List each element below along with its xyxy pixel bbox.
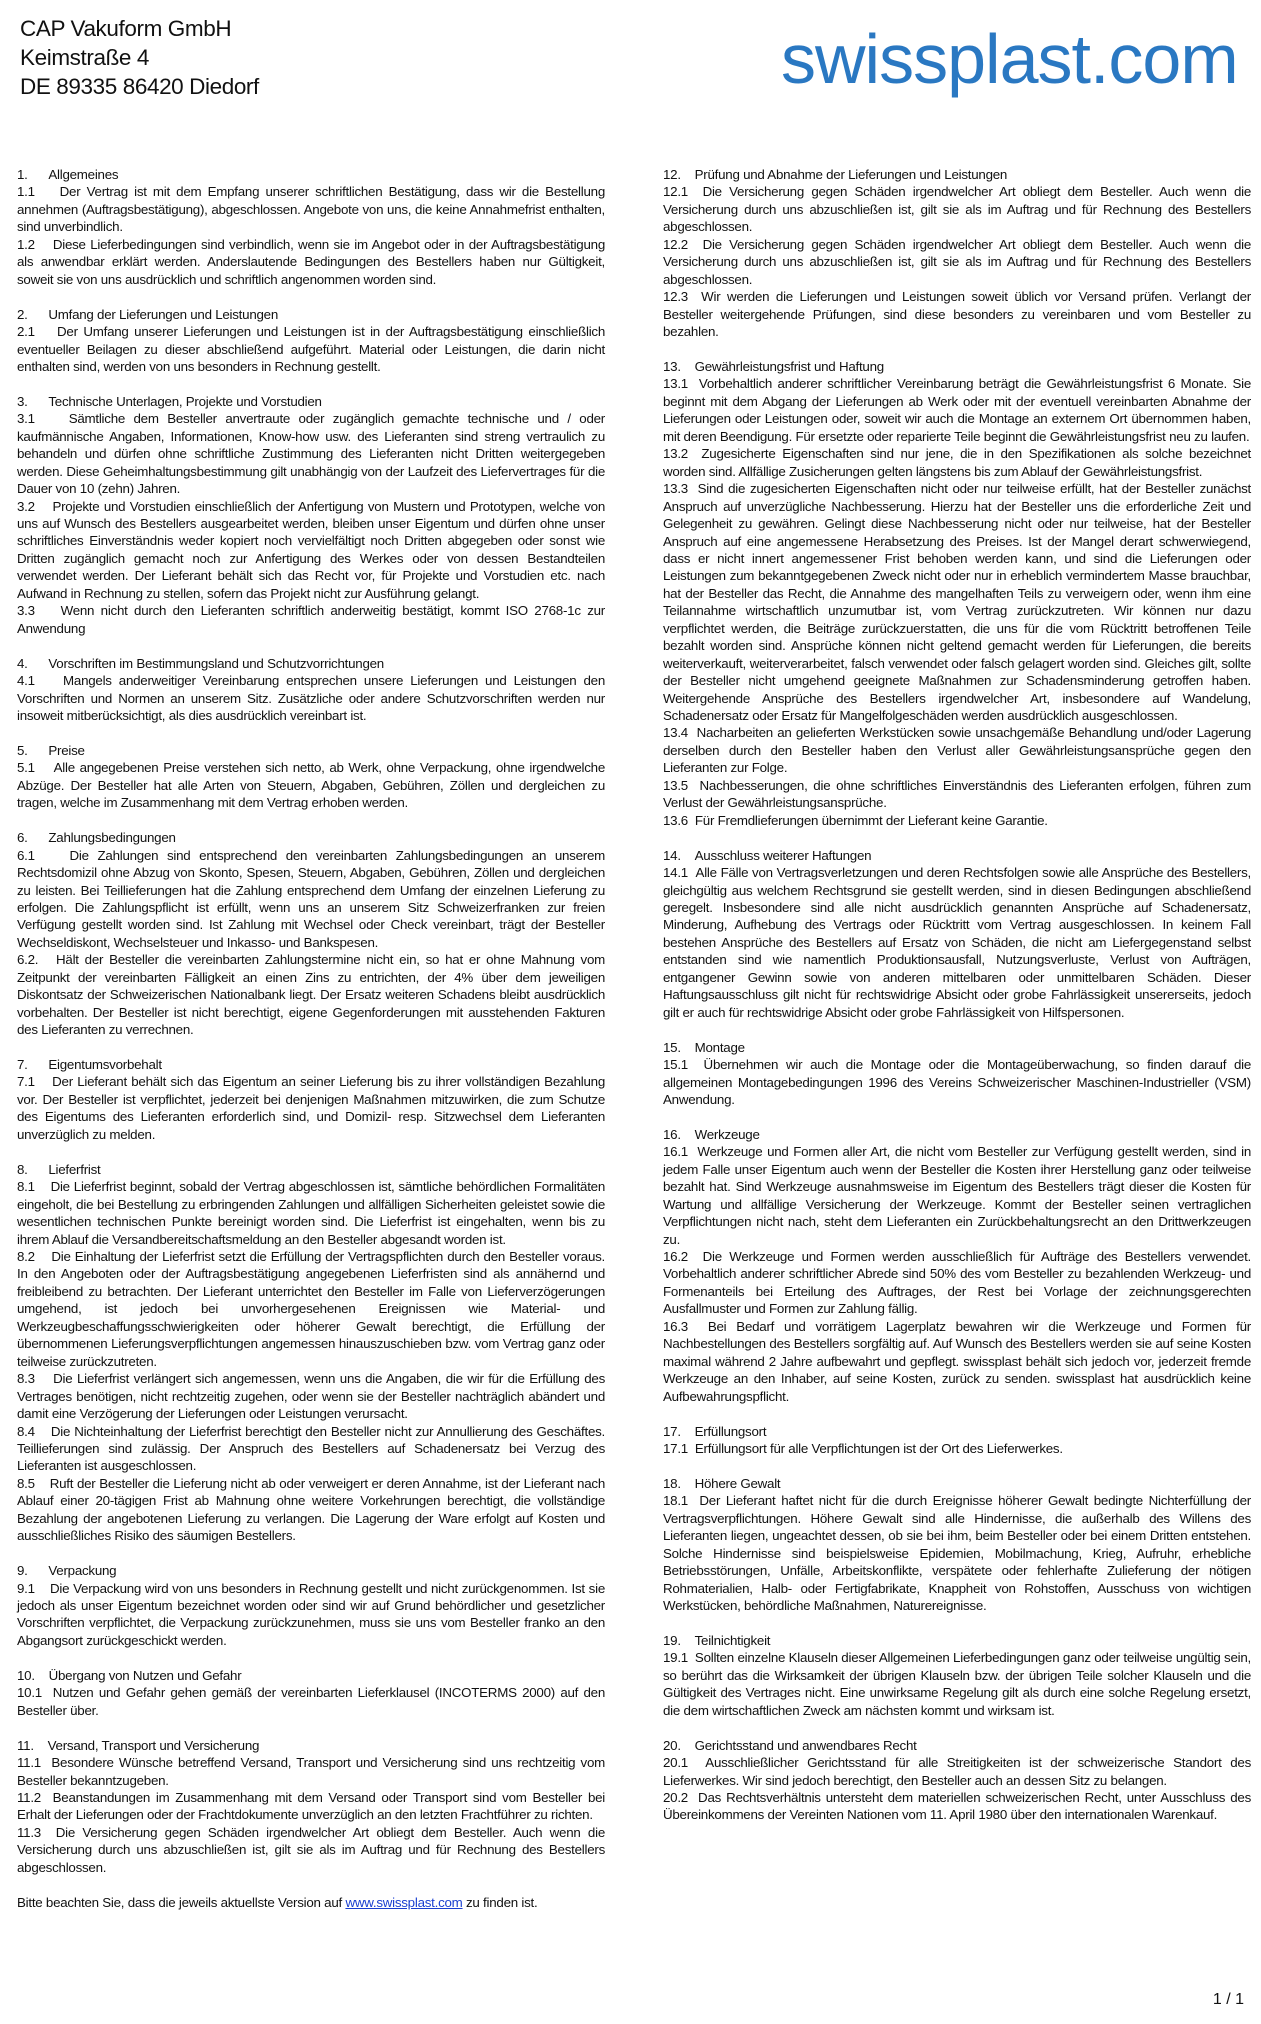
terms-section bbox=[663, 1737, 1251, 1824]
terms-section bbox=[17, 1161, 605, 1545]
clause-text: 12.1 Die Versicherung gegen Schäden irgendwelcher Art obliegt dem Besteller. Auch wenn die Versicherung durch uns abzuschließen ist, gilt sie als im Auftrag und für Rechnung des Bestellers abgeschlossen. bbox=[663, 184, 1251, 235]
section-heading: 17. Erfüllungsort bbox=[663, 1423, 767, 1439]
clause-text: 3.3 Wenn nicht durch den Lieferanten schriftlich anderweitig bestätigt, kommt ISO 2768-1c zur Anwendung bbox=[17, 603, 605, 636]
section-heading: 19. Teilnichtigkeit bbox=[663, 1632, 771, 1648]
clause-text: 19.1 Sollten einzelne Klauseln dieser Allgemeinen Lieferbedingungen ganz oder teilweise ungültig sein, so berührt das die Wirksamkeit der übrigen Klauseln bzw. der übrigen Teile solcher Klauseln und die Gültigkeit des Vertrages nicht. Eine unwirksame Regelung gilt als durch eine solche Regelung ersetzt, die dem wirtschaftlichen Zweck am nächsten kommt und wirksam ist. bbox=[663, 1650, 1251, 1718]
clause-text: 17.1 Erfüllungsort für alle Verpflichtungen ist der Ort des Lieferwerkes. bbox=[663, 1441, 1063, 1456]
section-heading: 6. Zahlungsbedingungen bbox=[17, 830, 176, 846]
clause-text: 2.1 Der Umfang unserer Lieferungen und Leistungen ist in der Auftragsbestätigung einschließlich eventueller Beilagen zu dieser abschließend aufgeführt. Material oder Leistungen, die darin nicht enthalten sind, werden von uns besonders in Rechnung gestellt. bbox=[17, 324, 605, 374]
terms-section bbox=[17, 393, 605, 637]
section-heading: 20. Gerichtsstand und anwendbares Recht bbox=[663, 1737, 917, 1753]
terms-section bbox=[663, 166, 1251, 341]
section-heading: 12. Prüfung und Abnahme der Lieferungen und Leistungen bbox=[663, 167, 1008, 182]
clause-text: 6.2. Hält der Besteller die vereinbarten Zahlungstermine nicht ein, so hat er ohne Mahnung vom Zeitpunkt der vereinbarten Fälligkeit an einen Zins zu entrichten, der 4% über dem jeweiligen Diskontsatz der Schweizerischen Nationalbank liegt. Der Ersatz weiteren Schadens bleibt ausdrücklich vorbehalten. Der Besteller ist nicht berechtigt, eigene Gegenforderungen mit ausstehenden Fakturen des Lieferanten zu verrechnen. bbox=[17, 952, 605, 1038]
clause-text: 12.2 Die Versicherung gegen Schäden irgendwelcher Art obliegt dem Besteller. Auch wenn die Versicherung durch uns abzuschließen ist, gilt sie als im Auftrag und für Rechnung des Bestellers abgeschlossen. bbox=[663, 236, 1251, 287]
terms-section bbox=[17, 166, 605, 288]
clause-text: 1.1 Der Vertrag ist mit dem Empfang unserer schriftlichen Bestätigung, dass wir die Bestellung annehmen (Auftragsbestätigung), abgeschlossen. Angebote von uns, die keine Annahmefrist enthalten, sind unverbindlich. bbox=[17, 184, 605, 235]
version-note bbox=[17, 1894, 605, 1911]
clause-text: 16.2 Die Werkzeuge und Formen werden ausschließlich für Aufträge des Bestellers verwendet. Vorbehaltlich anderer schriftlicher Abrede sind 50% des vom Besteller zu bezahlenden Werkzeug- und Formenanteils bei Erteilung des Auftrages, der Rest bei Vorlage der zeichnungsgerechten Ausfallmuster und Formen zur Zahlung fällig. bbox=[663, 1249, 1251, 1317]
terms-section bbox=[17, 306, 605, 376]
version-note-text-end: zu finden ist. bbox=[462, 1894, 538, 1910]
clause-text: 3.1 Sämtliche dem Besteller anvertraute oder zugänglich gemachte technische und / oder kaufmännische Angaben, Informationen, Know-how usw. des Lieferanten sind streng vertraulich zu behandeln und dürfen ohne schriftliche Zustimmung des Lieferanten nicht Dritten weitergegeben werden. Diese Geheimhaltungsbestimmung gilt unabhängig von der Laufzeit des Liefervertrages für die Dauer von 10 (zehn) Jahren. bbox=[17, 411, 605, 497]
clause-text: 18.1 Der Lieferant haftet nicht für die durch Ereignisse höherer Gewalt bedingte Nichterfüllung der Vertragsverpflichtungen. Höhere Gewalt sind alle Hindernisse, die außerhalb des Willens des Lieferanten liegen, ungeachtet dessen, ob sie bei ihm, beim Besteller oder bei einem Dritten entstehen. Solche Hindernisse sind beispielsweise Epidemien, Mobilmachung, Krieg, Aufruhr, erhebliche Betriebsstörungen, Unfälle, Arbeitskonflikte, verspätete oder fehlerhafte Zulieferung der nötigen Rohmaterialien, Halb- oder Fertigfabrikate, Knappheit von Rohstoffen, Ausschuss von wichtigen Werkstücken, behördliche Maßnahmen, Naturereignisse. bbox=[663, 1493, 1251, 1614]
clause-text: 11.2 Beanstandungen im Zusammenhang mit dem Versand oder Transport sind vom Besteller bei Erhalt der Lieferungen oder der Frachtdokumente unverzüglich an den letzten Frachtführer zu richten. bbox=[17, 1789, 605, 1823]
swissplast-logo: swissplast.com bbox=[781, 20, 1238, 98]
section-heading: 4. Vorschriften im Bestimmungsland und Schutzvorrichtungen bbox=[17, 655, 384, 671]
terms-section bbox=[17, 1056, 605, 1143]
clause-text: 11.1 Besondere Wünsche betreffend Versand, Transport und Versicherung sind uns rechtzeitig vom Besteller bekanntzugeben. bbox=[17, 1755, 605, 1788]
section-heading: 11. Versand, Transport und Versicherung bbox=[17, 1737, 260, 1753]
terms-section bbox=[663, 1126, 1251, 1405]
section-heading: 10. Übergang von Nutzen und Gefahr bbox=[17, 1667, 242, 1683]
clause-text: 13.1 Vorbehaltlich anderer schriftlicher Vereinbarung beträgt die Gewährleistungsfrist 6 Monate. Sie beginnt mit dem Abgang der Lieferungen ab Werk oder mit der eventuell vereinbarten Abnahme der Lieferungen oder Leistungen oder, soweit wir auch die Montage an externem Ort übernommen haben, mit deren Beendigung. Für ersetzte oder reparierte Teile beginnt die Gewährleistungsfrist neu zu laufen. bbox=[663, 376, 1251, 444]
clause-text: 4.1 Mangels anderweitiger Vereinbarung entsprechen unsere Lieferungen und Leistungen den Vorschriften und Normen an unserem Sitz. Zusätzliche oder andere Schutzvorschriften werden nur insoweit mitberücksichtigt, als dies ausdrücklich vereinbart ist. bbox=[17, 673, 605, 723]
clause-text: 9.1 Die Verpackung wird von uns besonders in Rechnung gestellt und nicht zurückgenommen. Ist sie jedoch als unser Eigentum bezeichnet worden oder sind wir auf Grund behördlicher und gesetzlicher Vorschriften verpflichtet, die Verpackung zurückzunehmen, muss sie uns vom Besteller franko an den Abgangsort zurückgeschickt werden. bbox=[17, 1580, 605, 1648]
clause-text: 14.1 Alle Fälle von Vertragsverletzungen und deren Rechtsfolgen sowie alle Ansprüche des Bestellers, gleichgültig aus welchem Rechtsgrund sie gestellt werden, sind in diesen Bedingungen abschließend geregelt. Insbesondere sind alle nicht ausdrücklich genannten Ansprüche auf Schadenersatz, Minderung, Aufhebung des Vertrags oder Rücktritt vom Vertrag ausgeschlossen. In keinem Fall bestehen Ansprüche des Bestellers auf Ersatz von Schäden, die nicht am Liefergegenstand selbst entstanden sind wie namentlich Produktionsausfall, Nutzungsverluste, Verlust von Aufträgen, entgangener Gewinn sowie von anderen mittelbaren oder unmittelbaren Schäden. Dieser Haftungsausschluss gilt nicht für rechtswidrige Absicht oder grobe Fahrlässigkeit unsererseits, jedoch gilt er auch für rechtswidrige Absicht oder grobe Fahrlässigkeit von Hilfspersonen. bbox=[663, 865, 1251, 1020]
clause-text: 6.1 Die Zahlungen sind entsprechend den vereinbarten Zahlungsbedingungen an unserem Rechtsdomizil ohne Abzug von Skonto, Spesen, Steuern, Abgaben, Gebühren, Zöllen und dergleichen zu leisten. Bei Teillieferungen hat die Zahlung entsprechend dem Umfang der einzelnen Lieferung zu erfolgen. Die Zahlungspflicht ist erfüllt, wenn uns an unserem Sitz Schweizerfranken zur freien Verfügung gestellt worden sind. Ist Zahlung mit Wechsel oder Check vereinbart, trägt der Besteller Wechseldiskont, Wechselsteuer und Inkasso- und Bankspesen. bbox=[17, 847, 605, 950]
section-heading: 1. Allgemeines bbox=[17, 167, 119, 182]
clause-text: 8.3 Die Lieferfrist verlängert sich angemessen, wenn uns die Angaben, die wir für die Erfüllung des Vertrages benötigen, nicht rechtzeitig zugehen, oder wenn sie der Besteller nachträglich abändert und damit eine Verzögerung der Lieferungen oder Leistungen verursacht. bbox=[17, 1371, 605, 1422]
clause-text: 1.2 Diese Lieferbedingungen sind verbindlich, wenn sie im Angebot oder in der Auftragsbestätigung als anwendbar erklärt werden. Anderslautende Bedingungen des Bestellers haben nur Gültigkeit, soweit sie von uns ausdrücklich und schriftlich angenommen worden sind. bbox=[17, 236, 605, 287]
terms-section bbox=[663, 1475, 1251, 1615]
terms-section bbox=[663, 1632, 1251, 1719]
clause-text: 15.1 Übernehmen wir auch die Montage oder die Montageüberwachung, so finden darauf die allgemeinen Montagebedingungen 1996 des Vereins Schweizerischer Maschinen-Industrieller (VSM) Anwendung. bbox=[663, 1057, 1251, 1107]
section-heading: 13. Gewährleistungsfrist und Haftung bbox=[663, 358, 884, 374]
section-heading: 16. Werkzeuge bbox=[663, 1126, 760, 1142]
terms-section bbox=[663, 1423, 1251, 1458]
clause-text: 8.1 Die Lieferfrist beginnt, sobald der Vertrag abgeschlossen ist, sämtliche behördlichen Formalitäten eingeholt, die bei Bestellung zu erbringenden Zahlungen und allfälligen Sicherheiten geleistet sowie die wesentlichen technischen Punkte bereinigt worden sind. Die Lieferfrist ist eingehalten, wenn bis zu ihrem Ablauf die Versandbereitschaftsmeldung an den Besteller abgesandt worden ist. bbox=[17, 1179, 605, 1247]
clause-text: 13.6 Für Fremdlieferungen übernimmt der Lieferant keine Garantie. bbox=[663, 812, 1048, 828]
clause-text: 13.4 Nacharbeiten an gelieferten Werkstücken sowie unsachgemäße Behandlung und/oder Lagerung derselben durch den Besteller haben den Verlust aller Gewährleistungsansprüche gegen den Lieferanten zur Folge. bbox=[663, 725, 1251, 776]
section-heading: 18. Höhere Gewalt bbox=[663, 1475, 781, 1491]
clause-text: 5.1 Alle angegebenen Preise verstehen sich netto, ab Werk, ohne Verpackung, ohne irgendwelche Abzüge. Der Besteller hat alle Arten von Steuern, Abgaben, Gebühren, Zöllen und dergleichen zu tragen, welche im Zusammenhang mit dem Vertrag erhoben werden. bbox=[17, 760, 605, 811]
page-number: 1 / 1 bbox=[1212, 1991, 1244, 2008]
clause-text: 3.2 Projekte und Vorstudien einschließlich der Anfertigung von Mustern und Prototypen, welche von uns auf Wunsch des Bestellers ausgearbeitet werden, bleiben unser Eigentum und dürfen ohne unser schriftliches Einverständnis weder kopiert noch vervielfältigt noch Dritten abgegeben oder sonst wie Dritten zugänglich gemacht noch zur Anfertigung des Werkes oder von dessen Bestandteilen verwendet werden. Der Lieferant behält sich das Recht vor, für Projekte und Vorstudien etc. nach Aufwand in Rechnung zu stellen, sofern das Projekt nicht zur Ausführung gelangt. bbox=[17, 498, 605, 601]
terms-section bbox=[17, 655, 605, 725]
terms-section bbox=[663, 1039, 1251, 1109]
section-heading: 2. Umfang der Lieferungen und Leistungen bbox=[17, 306, 279, 322]
section-heading: 3. Technische Unterlagen, Projekte und Vorstudien bbox=[17, 393, 322, 409]
clause-text: 8.4 Die Nichteinhaltung der Lieferfrist berechtigt den Besteller nicht zur Annullierung des Geschäftes. Teillieferungen sind zulässig. Der Anspruch des Bestellers auf Schadenersatz bei Verzug des Lieferanten ist ausgeschlossen. bbox=[17, 1423, 605, 1474]
clause-text: 16.3 Bei Bedarf und vorrätigem Lagerplatz bewahren wir die Werkzeuge und Formen für Nachbestellungen des Bestellers sorgfältig auf. Auf Wunsch des Bestellers werden sie auf seine Kosten maximal während 2 Jahre aufbewahrt und gepflegt. swissplast behält sich jedoch vor, jederzeit fremde Werkzeuge an den Inhaber, auf seine Kosten, zurück zu senden. swissplast hat ausdrücklich keine Aufbewahrungspflicht. bbox=[663, 1318, 1251, 1404]
version-note-text: Bitte beachten Sie, dass die jeweils aktuellste Version auf bbox=[17, 1894, 346, 1910]
terms-section bbox=[17, 742, 605, 812]
company-name: CAP Vakuform GmbH bbox=[20, 16, 232, 41]
city: DE 89335 86420 Diedorf bbox=[20, 74, 259, 99]
terms-section bbox=[17, 829, 605, 1038]
clause-text: 13.5 Nachbesserungen, die ohne schriftliches Einverständnis des Lieferanten erfolgen, führen zum Verlust der Gewährleistungsansprüche. bbox=[663, 777, 1251, 811]
terms-section bbox=[663, 847, 1251, 1022]
terms-section bbox=[17, 1667, 605, 1719]
section-heading: 7. Eigentumsvorbehalt bbox=[17, 1057, 162, 1073]
section-heading: 14. Ausschluss weiterer Haftungen bbox=[663, 847, 872, 863]
clause-text: 8.5 Ruft der Besteller die Lieferung nicht ab oder verweigert er deren Annahme, ist der Lieferant nach Ablauf einer 20-tägigen Frist ab Mahnung ohne weitere Vorkehrungen berechtigt, die vollständige Bezahlung der angebotenen Lieferung zu verlangen. Die Lagerung der Ware erfolgt auf Kosten und ausschließliches Risiko des säumigen Bestellers. bbox=[17, 1475, 605, 1544]
clause-text: 12.3 Wir werden die Lieferungen und Leistungen soweit üblich vor Versand prüfen. Verlangt der Besteller weitergehende Prüfungen, sind diese besonders zu vereinbaren und vom Besteller zu bezahlen. bbox=[663, 289, 1251, 340]
terms-section bbox=[663, 358, 1251, 829]
section-heading: 9. Verpackung bbox=[17, 1563, 117, 1579]
street: Keimstraße 4 bbox=[20, 45, 149, 70]
clause-text: 11.3 Die Versicherung gegen Schäden irgendwelcher Art obliegt dem Besteller. Auch wenn die Versicherung durch uns abzuschließen ist, gilt sie als im Auftrag und für Rechnung des Bestellers abgeschlossen. bbox=[17, 1824, 605, 1875]
clause-text: 16.1 Werkzeuge und Formen aller Art, die nicht vom Besteller zur Verfügung gestellt werden, sind in jedem Falle unser Eigentum auch wenn der Besteller die Kosten ihrer Herstellung ganz oder teilweise bezahlt hat. Sind Werkzeuge ausnahmsweise im Eigentum des Bestellers trägt dieser die Kosten für Wartung und allfällige Versicherung der Werkzeuge. Kommt der Besteller seinen vertraglichen Verpflichtungen nicht nach, steht dem Lieferanten ein Zurückbehaltungsrecht an den Drittwerkzeugen zu. bbox=[663, 1144, 1251, 1247]
terms-left-column bbox=[17, 166, 605, 1911]
section-heading: 15. Montage bbox=[663, 1039, 745, 1055]
clause-text: 20.1 Ausschließlicher Gerichtsstand für alle Streitigkeiten ist der schweizerische Standort des Lieferwerkes. Wir sind jedoch berechtigt, den Besteller auch an dessen Sitz zu belangen. bbox=[663, 1755, 1251, 1788]
clause-text: 13.3 Sind die zugesicherten Eigenschaften nicht oder nur teilweise erfüllt, hat der Besteller zunächst Anspruch auf unverzügliche Nachbesserung. Hierzu hat der Besteller uns die erforderliche Zeit und Gelegenheit zu gewähren. Gelingt diese Nachbesserung nicht oder nur teilweise, hat der Besteller Anspruch auf eine angemessene Herabsetzung des Preises. Ist der Mangel derart schwerwiegend, dass er nicht innert angemessener Frist behoben werden kann, und sind die Lieferungen oder Leistungen zum bekanntgegebenen Zweck nicht oder nur in erheblich vermindertem Masse brauchbar, hat der Besteller das Recht, die Annahme des mangelhaften Teils zu verweigern oder, wenn ihm eine Teilannahme wirtschaftlich unzumutbar ist, vom Vertrag zurückzutreten. Wir können nur dazu verpflichtet werden, die Beiträge zurückzuerstatten, die uns für die vom Rücktritt betroffenen Teile bezahlt worden sind. Ansprüche können nicht geltend gemacht werden für Lieferungen, die bereits weiterverkauft, weiterverarbeitet, falsch verwendet oder falsch gelagert worden sind. Gleiches gilt, sollte der Besteller nicht umgehend geeignete Maßnahmen zur Schadensminderung getroffen haben. Weitergehende Ansprüche des Bestellers irgendwelcher Art, insbesondere auf Wandelung, Schadenersatz oder Ersatz für Mangelfolgeschäden werden ausdrücklich ausgeschlossen. bbox=[663, 481, 1251, 724]
clause-text: 7.1 Der Lieferant behält sich das Eigentum an seiner Lieferung bis zu ihrer vollständigen Bezahlung vor. Der Besteller ist verpflichtet, jederzeit bei denjenigen Maßnahmen mitzuwirken, die zum Schutze des Eigentums des Lieferanten erforderlich sind, und Domizil- resp. Sitzwechsel dem Lieferanten unverzüglich zu melden. bbox=[17, 1074, 605, 1142]
clause-text: 10.1 Nutzen und Gefahr gehen gemäß der vereinbarten Lieferklausel (INCOTERMS 2000) auf den Besteller über. bbox=[17, 1685, 605, 1718]
terms-right-column bbox=[663, 166, 1251, 1841]
section-heading: 5. Preise bbox=[17, 742, 85, 758]
clause-text: 13.2 Zugesicherte Eigenschaften sind nur jene, die in den Spezifikationen als solche bezeichnet worden sind. Allfällige Zusicherungen gelten längstens bis zum Ablauf der Gewährleistungsfrist. bbox=[663, 446, 1251, 479]
terms-section bbox=[17, 1562, 605, 1649]
clause-text: 8.2 Die Einhaltung der Lieferfrist setzt die Erfüllung der Vertragspflichten durch den Besteller voraus. In den Angeboten oder der Auftragsbestätigung angegebenen Lieferfristen sind als annähernd und freibleibend zu betrachten. Der Lieferant unterrichtet den Besteller im Falle von Lieferverzögerungen umgehend, ist jedoch bei unvorhergesehenen Ereignissen wie Material- und Werkzeugbeschaffungsschwierigkeiten oder höherer Gewalt berechtigt, die Erfüllung der übernommenen Lieferungsverpflichtungen angemessen hinauszuschieben bzw. vom Vertrag ganz oder teilweise zurückzutreten. bbox=[17, 1248, 605, 1369]
clause-text: 20.2 Das Rechtsverhältnis untersteht dem materiellen schweizerischen Recht, unter Ausschluss des Übereinkommens der Vereinten Nationen vom 11. April 1980 über den internationalen Warenkauf. bbox=[663, 1790, 1251, 1823]
sender-address bbox=[20, 14, 259, 101]
website-link[interactable]: www.swissplast.com bbox=[345, 1894, 463, 1910]
terms-section bbox=[17, 1737, 605, 1877]
section-heading: 8. Lieferfrist bbox=[17, 1161, 101, 1177]
